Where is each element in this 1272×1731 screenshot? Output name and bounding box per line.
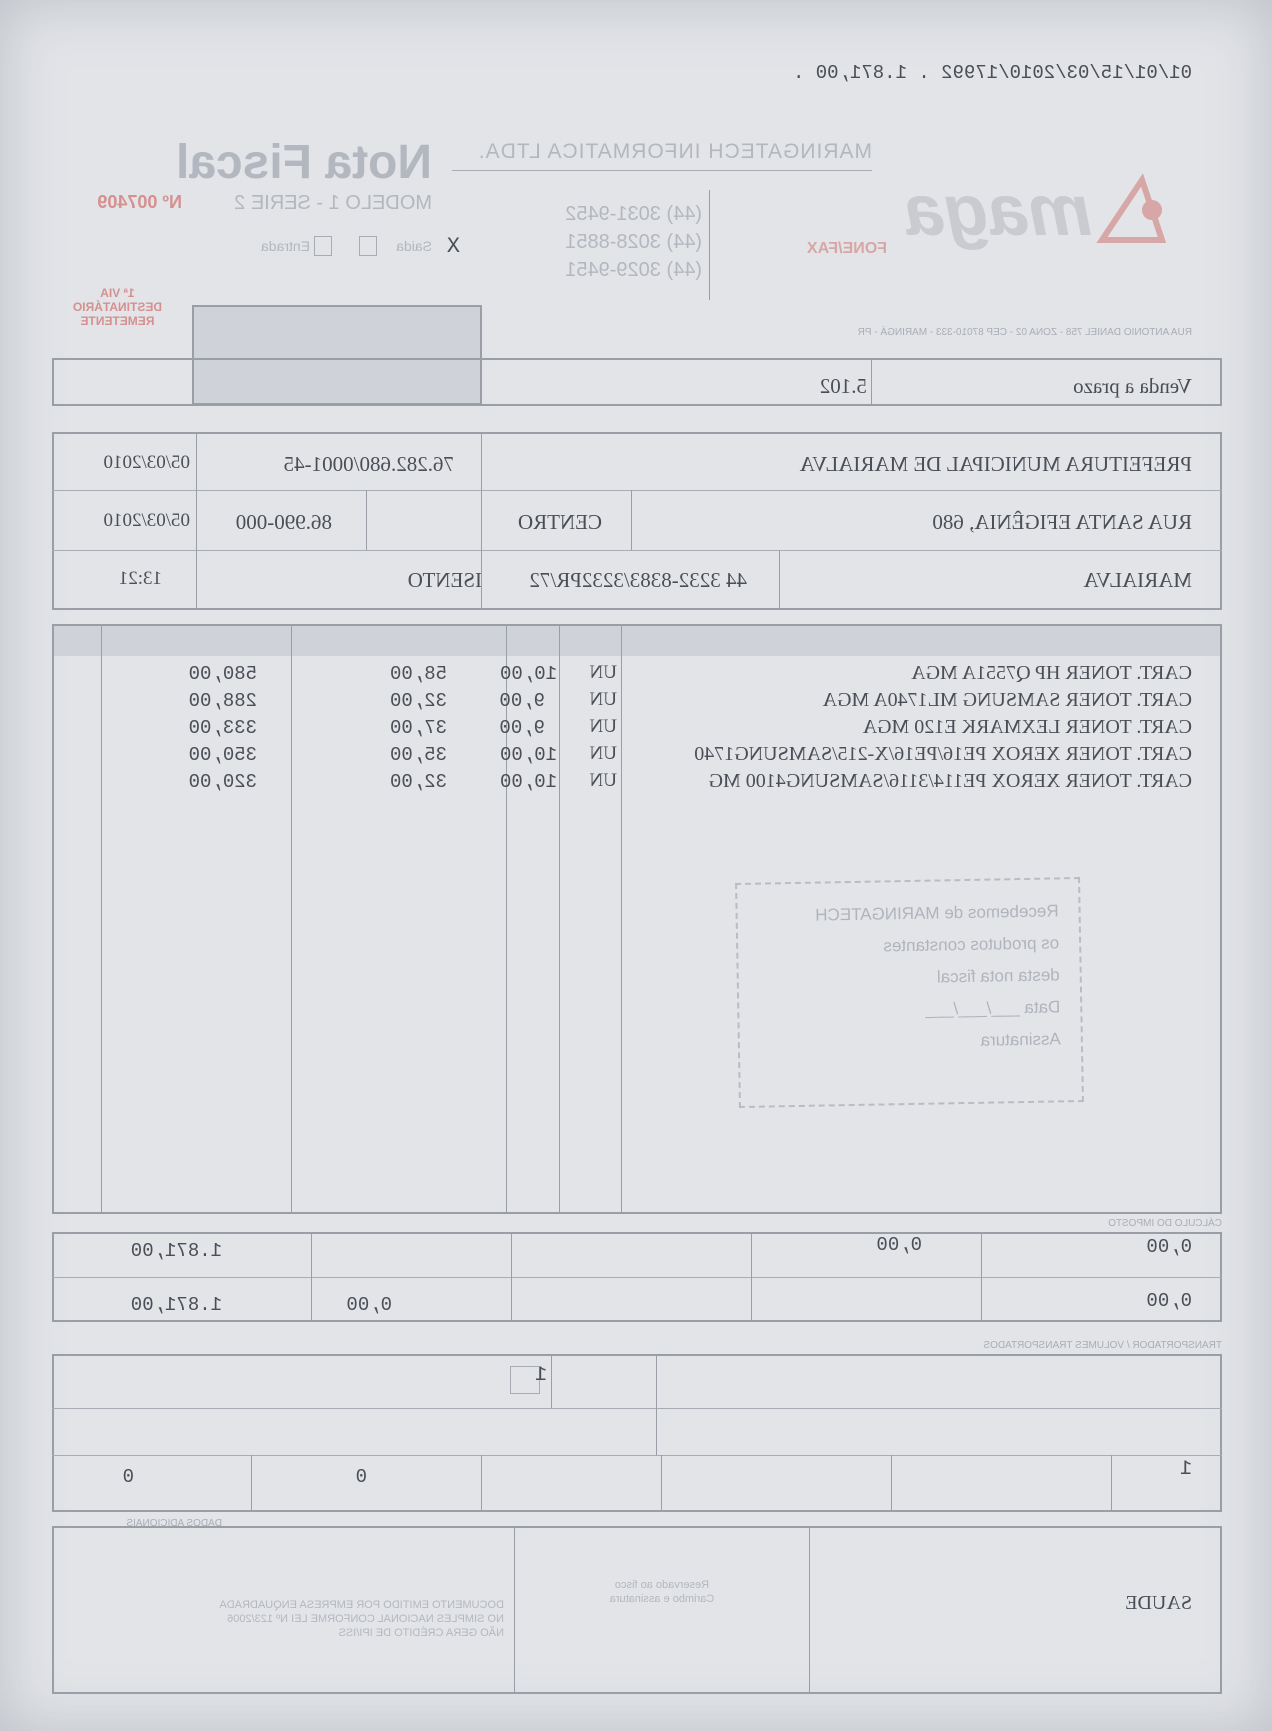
item-unit-price: 37,00 <box>389 717 447 739</box>
valor-ipi: 0,00 <box>346 1294 392 1316</box>
item-total: 580,00 <box>188 663 257 685</box>
valor-produtos: 1.871,00 <box>130 1240 222 1262</box>
item-description: CART. TONER HP Q7551A MGA <box>911 662 1192 684</box>
recipient-city: MARIALVA <box>1083 568 1192 592</box>
item-total: 320,00 <box>188 771 257 793</box>
item-unit: UN <box>589 689 617 710</box>
doc-title: Nota Fiscal <box>175 136 432 189</box>
item-description: CART. TONER XEROX PE16/PE16/X-215/SAMSUNG1740 <box>694 743 1192 765</box>
entry-checkbox <box>314 236 332 256</box>
net-weight: 0 <box>122 1466 134 1488</box>
item-unit-price: 32,00 <box>389 690 447 712</box>
item-qty: 9,00 <box>499 717 545 739</box>
item-total: 288,00 <box>188 690 257 712</box>
item-description: CART. TONER SAMSUNG ML1740A MGA <box>822 689 1192 711</box>
total-nota: 1.871,00 <box>130 1294 222 1316</box>
legal-line: NO SIMPLES NACIONAL CONFORME LEI Nº 123/2006 <box>227 1613 504 1625</box>
item-description: CART. TONER XEROX PE114/3116/SAMSUNG4100 MG <box>708 770 1192 792</box>
recipient-district: CENTRO <box>518 510 602 534</box>
additional-note: SAUDE <box>1125 1592 1192 1614</box>
via-line: 1ª VIA <box>100 286 135 300</box>
base-icms: 0,00 <box>1146 1236 1192 1258</box>
item-qty: 9,00 <box>499 690 545 712</box>
legal-line: DOCUMENTO EMITIDO POR EMPRESA ENQUADRADA <box>219 1599 504 1611</box>
exit-mark: X <box>446 234 460 259</box>
item-total: 350,00 <box>188 744 257 766</box>
recipient-name: PREFEITURA MUNICIPAL DE MARIALVA <box>799 452 1192 476</box>
phone-number: (44) 3029-9451 <box>565 259 702 281</box>
item-unit-price: 35,00 <box>389 744 447 766</box>
volume-quantity: 1 <box>1179 1458 1192 1481</box>
phone-number: (44) 3028-8851 <box>565 231 702 253</box>
exit-checkbox <box>359 236 377 256</box>
issuer-address: RUA ANTONIO DANIEL 758 - ZONA 02 - CEP 87010-333 - MARINGÁ - PR <box>857 327 1192 338</box>
item-qty: 10,00 <box>499 663 557 685</box>
valor-icms: 0,00 <box>876 1234 922 1256</box>
stamp-line: Data ___/___/___ <box>924 997 1061 1019</box>
stamp-line: os produtos constantes <box>883 933 1060 956</box>
item-unit: UN <box>589 770 617 791</box>
company-logo <box>903 140 1182 280</box>
exit-time: 13:21 <box>118 568 162 589</box>
stamp-line: Recebemos de MARINGATECH <box>815 901 1059 925</box>
item-unit-price: 32,00 <box>389 771 447 793</box>
recipient-address: RUA SANTA EFIGÊNIA, 680 <box>932 510 1192 534</box>
phone-number: (44) 3031-9452 <box>565 203 702 225</box>
top-code: 01/01/15/03/2010/17992 . 1.871,00 . <box>792 62 1192 84</box>
item-unit: UN <box>589 662 617 683</box>
stamp-line: desta nota fiscal <box>936 965 1060 987</box>
via-stamp <box>73 286 162 328</box>
items-header <box>54 626 1220 656</box>
cfop: 5.102 <box>819 374 867 398</box>
recipient-ie: ISENTO <box>407 568 482 592</box>
frete: 0,00 <box>1146 1290 1192 1312</box>
reserved-line: Carimbo e assinatura <box>609 1593 715 1605</box>
item-unit-price: 58,00 <box>389 663 447 685</box>
model-series: MODELO 1 - SERIE 2 <box>234 192 432 214</box>
gross-weight: 0 <box>355 1466 367 1488</box>
exit-date: 05/03/2010 <box>103 510 190 531</box>
recipient-cnpj: 76.282.680/0001-45 <box>283 452 454 476</box>
phone-list <box>565 200 702 284</box>
legal-text <box>64 1598 504 1640</box>
company-name: MARINGATECH INFORMATICA LTDA. <box>477 140 872 163</box>
item-qty: 10,00 <box>499 771 557 793</box>
tax-section-label: CÁLCULO DO IMPOSTO <box>1108 1218 1222 1229</box>
reserved-line: Reservado ao fisco <box>614 1579 710 1591</box>
item-unit: UN <box>589 743 617 764</box>
item-qty: 10,00 <box>499 744 557 766</box>
operation-row <box>52 358 1222 406</box>
transport-box <box>52 1354 1222 1512</box>
item-unit: UN <box>589 716 617 737</box>
additional-section-label: DADOS ADICIONAIS <box>126 1518 222 1529</box>
reserved-fisco-text <box>522 1578 802 1606</box>
svg-text:maga: maga <box>903 171 1092 251</box>
via-line: DESTINATÁRIO <box>72 300 162 314</box>
via-line: REMETENTE <box>80 314 155 328</box>
received-stamp <box>735 877 1084 1108</box>
exit-label: Saida <box>396 238 432 254</box>
fonefax-label: FONE/FAX <box>806 240 887 257</box>
stamp-text <box>757 895 1061 1060</box>
invoice-number: Nº 007409 <box>97 192 182 212</box>
item-description: CART. TONER LEXMARK E120 MGA <box>862 716 1192 738</box>
freight-code: 1 <box>534 1364 547 1387</box>
operation-nature: Venda a prazo <box>1073 374 1192 398</box>
emission-date: 05/03/2010 <box>103 452 190 473</box>
recipient-cep: 86.990-000 <box>235 510 332 534</box>
transport-section-label: TRANSPORTADOR / VOLUMES TRANSPORTADOS <box>983 1340 1222 1351</box>
item-total: 333,00 <box>188 717 257 739</box>
recipient-phone: 44 3232-8383/3232PR/72 <box>529 568 747 592</box>
legal-line: NÃO GERA CRÉDITO DE IPI/ISS <box>338 1627 504 1639</box>
logo-graphic <box>903 140 1182 280</box>
entry-label: Entrada <box>260 238 310 254</box>
stamp-line: Assinatura <box>980 1029 1061 1050</box>
